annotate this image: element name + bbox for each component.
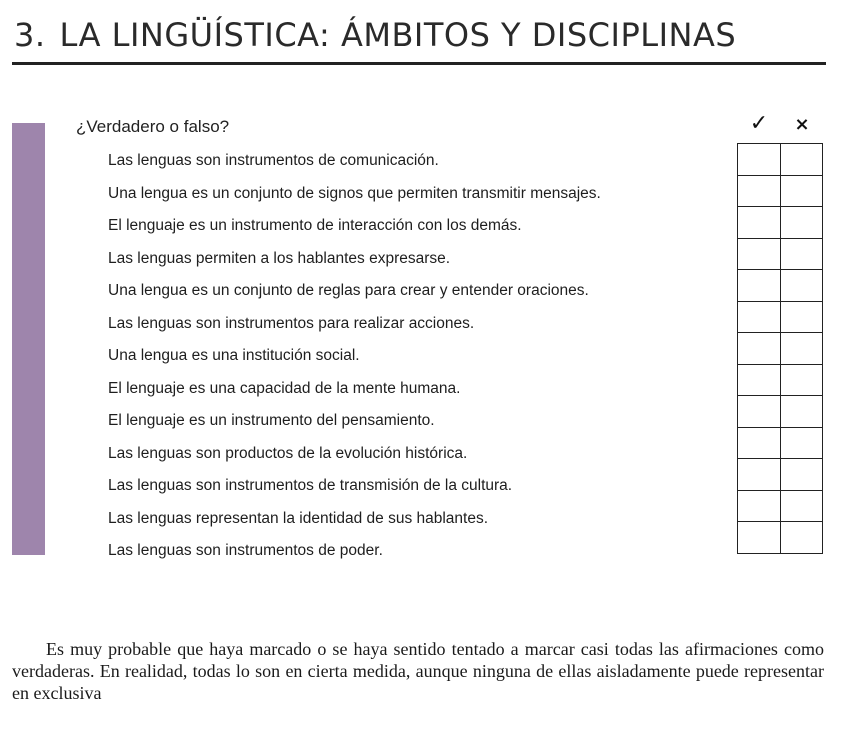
true-answer-box[interactable] [738, 207, 781, 239]
answer-row [738, 490, 823, 522]
true-answer-box[interactable] [738, 427, 781, 459]
true-answer-box[interactable] [738, 175, 781, 207]
answer-row [738, 396, 823, 428]
answer-row [738, 301, 823, 333]
true-answer-box[interactable] [738, 301, 781, 333]
true-answer-box[interactable] [738, 490, 781, 522]
true-check-icon: ✓ [749, 111, 769, 136]
answer-row [738, 364, 823, 396]
answer-row [738, 144, 823, 176]
statement-item: Las lenguas son productos de la evolución histórica. [108, 444, 468, 462]
false-answer-box[interactable] [780, 238, 823, 270]
answer-row [738, 333, 823, 365]
statement-item: Las lenguas representan la identidad de sus hablantes. [108, 509, 489, 527]
answer-row [738, 522, 823, 554]
false-answer-box[interactable] [780, 301, 823, 333]
statement-item: Una lengua es una institución social. [108, 347, 360, 364]
statement-item: El lenguaje es un instrumento del pensamiento. [108, 412, 435, 429]
statement-item: Una lengua es un conjunto de reglas para crear y entender oraciones. [108, 282, 589, 299]
false-answer-box[interactable] [780, 490, 823, 522]
statement-item: El lenguaje es un instrumento de interacción con los demás. [108, 217, 522, 234]
quiz-title: ¿Verdadero o falso? [76, 117, 230, 136]
false-answer-box[interactable] [780, 396, 823, 428]
false-answer-box[interactable] [780, 427, 823, 459]
body-paragraph: Es muy probable que haya marcado o se haya sentido tentado a marcar casi todas las afirmaciones como verdaderas. En realidad, todas lo son en cierta medida, aunque ninguna de ellas aisladamente puede representar en exclusiva [12, 639, 824, 703]
true-answer-box[interactable] [738, 238, 781, 270]
false-answer-box[interactable] [780, 270, 823, 302]
false-answer-box[interactable] [780, 522, 823, 554]
false-answer-box[interactable] [780, 207, 823, 239]
statement-item: Las lenguas son instrumentos de transmisión de la cultura. [108, 477, 513, 494]
statement-item: Las lenguas son instrumentos de comunicación. [108, 152, 439, 169]
statement-item: El lenguaje es una capacidad de la mente humana. [108, 379, 461, 397]
chapter-number: 3. [14, 16, 46, 54]
true-answer-box[interactable] [738, 333, 781, 365]
false-cross-icon: × [794, 114, 810, 135]
true-answer-box[interactable] [738, 522, 781, 554]
false-answer-box[interactable] [780, 364, 823, 396]
heading-rule [12, 62, 826, 65]
statement-item: Las lenguas permiten a los hablantes expresarse. [108, 249, 451, 267]
true-answer-box[interactable] [738, 144, 781, 176]
answer-row [738, 238, 823, 270]
statement-list [108, 145, 601, 568]
purple-side-bar [12, 123, 45, 555]
true-answer-box[interactable] [738, 364, 781, 396]
true-answer-box[interactable] [738, 396, 781, 428]
true-answer-box[interactable] [738, 459, 781, 491]
answer-row [738, 175, 823, 207]
true-answer-box[interactable] [738, 270, 781, 302]
statement-item: Las lenguas son instrumentos para realizar acciones. [108, 314, 475, 332]
false-answer-box[interactable] [780, 175, 823, 207]
answer-row [738, 207, 823, 239]
answer-row [738, 459, 823, 491]
statement-item: Las lenguas son instrumentos de poder. [108, 542, 383, 559]
false-answer-box[interactable] [780, 459, 823, 491]
answer-row [738, 427, 823, 459]
chapter-title: LA LINGÜÍSTICA: ÁMBITOS Y DISCIPLINAS [59, 16, 737, 54]
chapter-heading [14, 16, 736, 54]
answer-grid [737, 143, 823, 554]
answer-row [738, 270, 823, 302]
false-answer-box[interactable] [780, 333, 823, 365]
false-answer-box[interactable] [780, 144, 823, 176]
statement-item: Una lengua es un conjunto de signos que permiten transmitir mensajes. [108, 184, 601, 202]
